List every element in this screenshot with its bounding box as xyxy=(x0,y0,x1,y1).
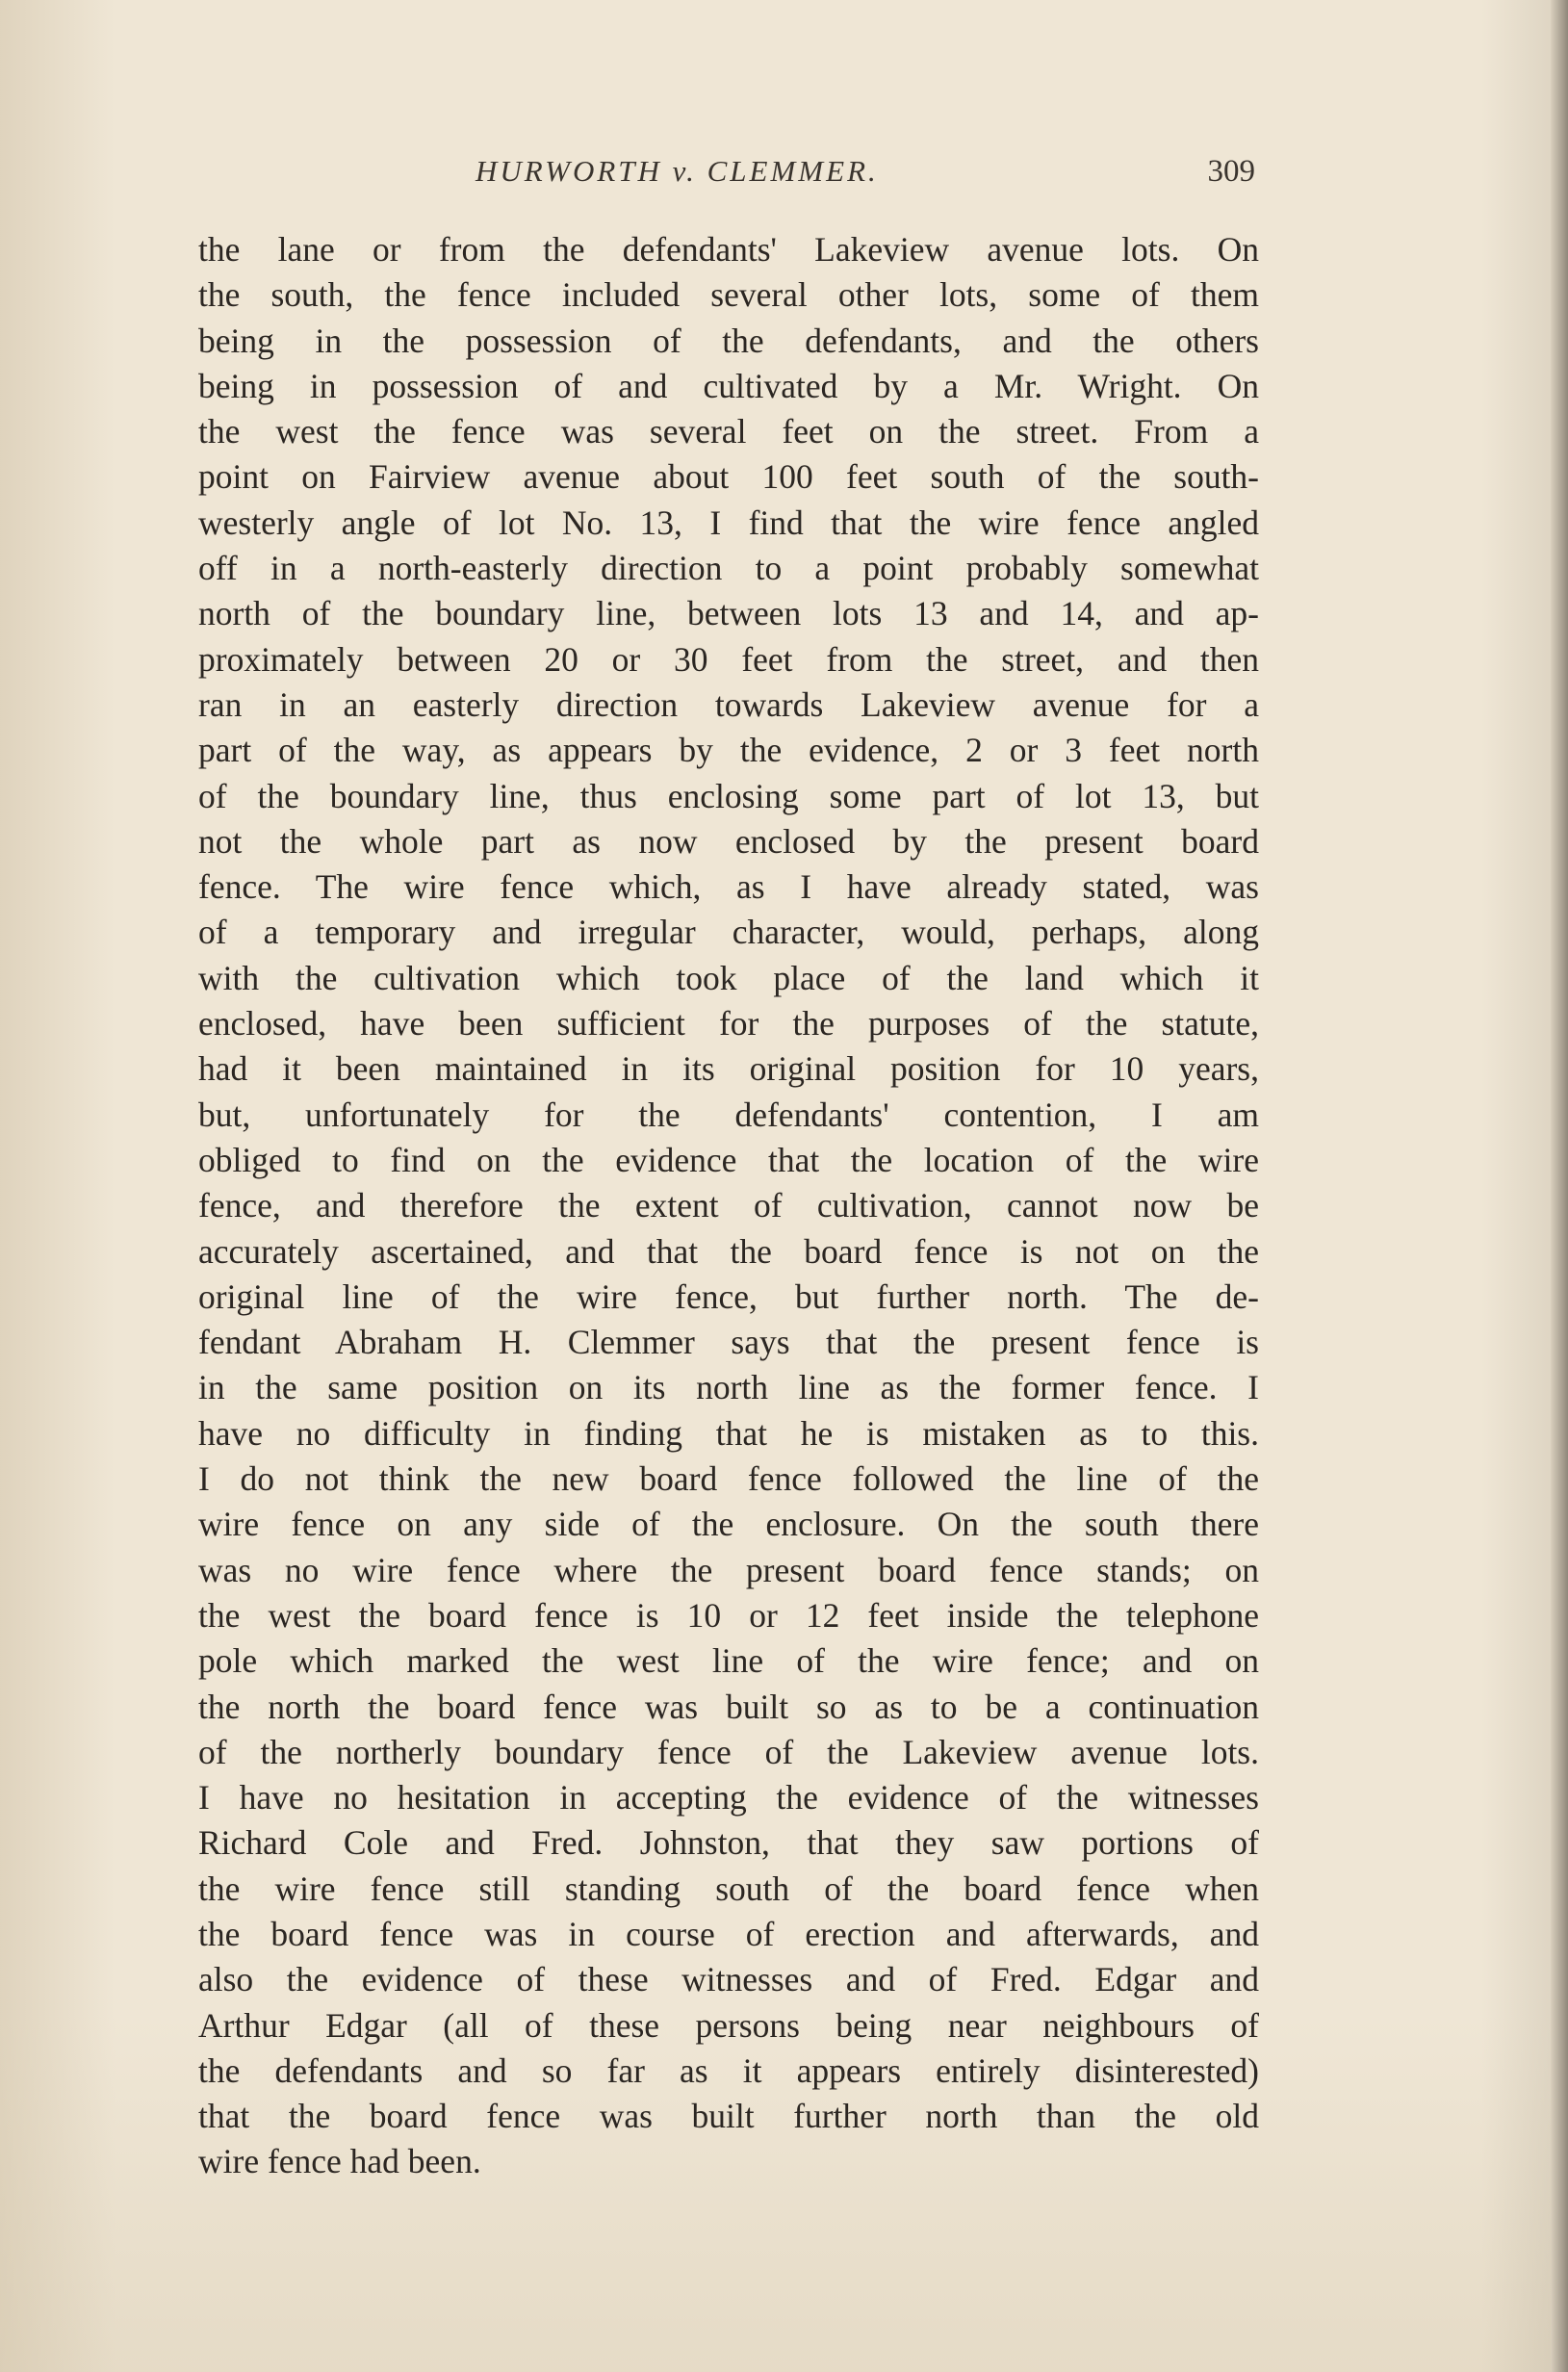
text-line: fence. The wire fence which, as I have already stated, was xyxy=(198,867,1259,907)
text-line: the north the board fence was built so as to be a continuation xyxy=(198,1687,1259,1726)
text-line: Richard Cole and Fred. Johnston, that they saw portions of xyxy=(198,1823,1259,1863)
text-line: the west the fence was several feet on the street. From a xyxy=(198,412,1259,451)
text-line: fendant Abraham H. Clemmer says that the present fence is xyxy=(198,1323,1259,1362)
text-line: pole which marked the west line of the wire fence; and on xyxy=(198,1641,1259,1681)
page-number: 309 xyxy=(1207,154,1255,189)
text-line: the board fence was in course of erection and afterwards, and xyxy=(198,1914,1259,1953)
text-line: that the board fence was built further north than the old xyxy=(198,2097,1259,2136)
text-line: was no wire fence where the present board fence stands; on xyxy=(198,1550,1259,1589)
text-line: obliged to find on the evidence that the location of the wire xyxy=(198,1140,1259,1179)
running-head: HURWORTH v. CLEMMER. xyxy=(476,154,879,188)
text-line: the defendants and so far as it appears entirely disinterested) xyxy=(198,2050,1259,2090)
text-line: being in the possession of the defendants, and the others xyxy=(198,321,1259,360)
text-line: being in possession of and cultivated by a Mr. Wright. On xyxy=(198,366,1259,405)
text-line: wire fence on any side of the enclosure. On the south there xyxy=(198,1505,1259,1544)
text-line: have no difficulty in finding that he is mistaken as to this. xyxy=(198,1413,1259,1453)
text-line: Arthur Edgar (all of these persons being near neighbours of xyxy=(198,2005,1259,2045)
text-line: north of the boundary line, between lots 13 and 14, and ap- xyxy=(198,594,1259,633)
text-line: point on Fairview avenue about 100 feet south of the south- xyxy=(198,457,1259,497)
page-edge-shadow xyxy=(1551,0,1568,2372)
text-line: the south, the fence included several other lots, some of them xyxy=(198,275,1259,315)
body-text xyxy=(198,227,1259,2185)
text-line: the lane or from the defendants' Lakeview avenue lots. On xyxy=(198,230,1259,269)
text-line: enclosed, have been sufficient for the purposes of the statute, xyxy=(198,1004,1259,1044)
text-line: off in a north-easterly direction to a point probably somewhat xyxy=(198,549,1259,588)
text-line: I do not think the new board fence followed the line of the xyxy=(198,1459,1259,1499)
text-line: ran in an easterly direction towards Lakeview avenue for a xyxy=(198,684,1259,724)
text-line: but, unfortunately for the defendants' contention, I am xyxy=(198,1095,1259,1134)
text-line: not the whole part as now enclosed by the present board xyxy=(198,821,1259,861)
text-line: of a temporary and irregular character, would, perhaps, along xyxy=(198,913,1259,952)
text-line: in the same position on its north line as the former fence. I xyxy=(198,1368,1259,1407)
text-line: of the boundary line, thus enclosing some part of lot 13, but xyxy=(198,776,1259,815)
text-line: original line of the wire fence, but further north. The de- xyxy=(198,1276,1259,1316)
text-line: I have no hesitation in accepting the evidence of the witnesses xyxy=(198,1778,1259,1818)
text-line: of the northerly boundary fence of the Lakeview avenue lots. xyxy=(198,1732,1259,1771)
text-line: the west the board fence is 10 or 12 feet inside the telephone xyxy=(198,1595,1259,1635)
text-line: wire fence had been. xyxy=(198,2142,481,2181)
text-line: the wire fence still standing south of the board fence when xyxy=(198,1869,1259,1908)
text-line: part of the way, as appears by the evidence, 2 or 3 feet north xyxy=(198,731,1259,770)
text-line: fence, and therefore the extent of cultivation, cannot now be xyxy=(198,1186,1259,1225)
text-line: proximately between 20 or 30 feet from the street, and then xyxy=(198,639,1259,679)
text-line: had it been maintained in its original position for 10 years, xyxy=(198,1049,1259,1089)
page-header xyxy=(198,154,1259,200)
text-line: also the evidence of these witnesses and of Fred. Edgar and xyxy=(198,1960,1259,1999)
text-line: with the cultivation which took place of the land which it xyxy=(198,958,1259,997)
text-line: accurately ascertained, and that the board fence is not on the xyxy=(198,1231,1259,1271)
text-line: westerly angle of lot No. 13, I find that the wire fence angled xyxy=(198,503,1259,542)
